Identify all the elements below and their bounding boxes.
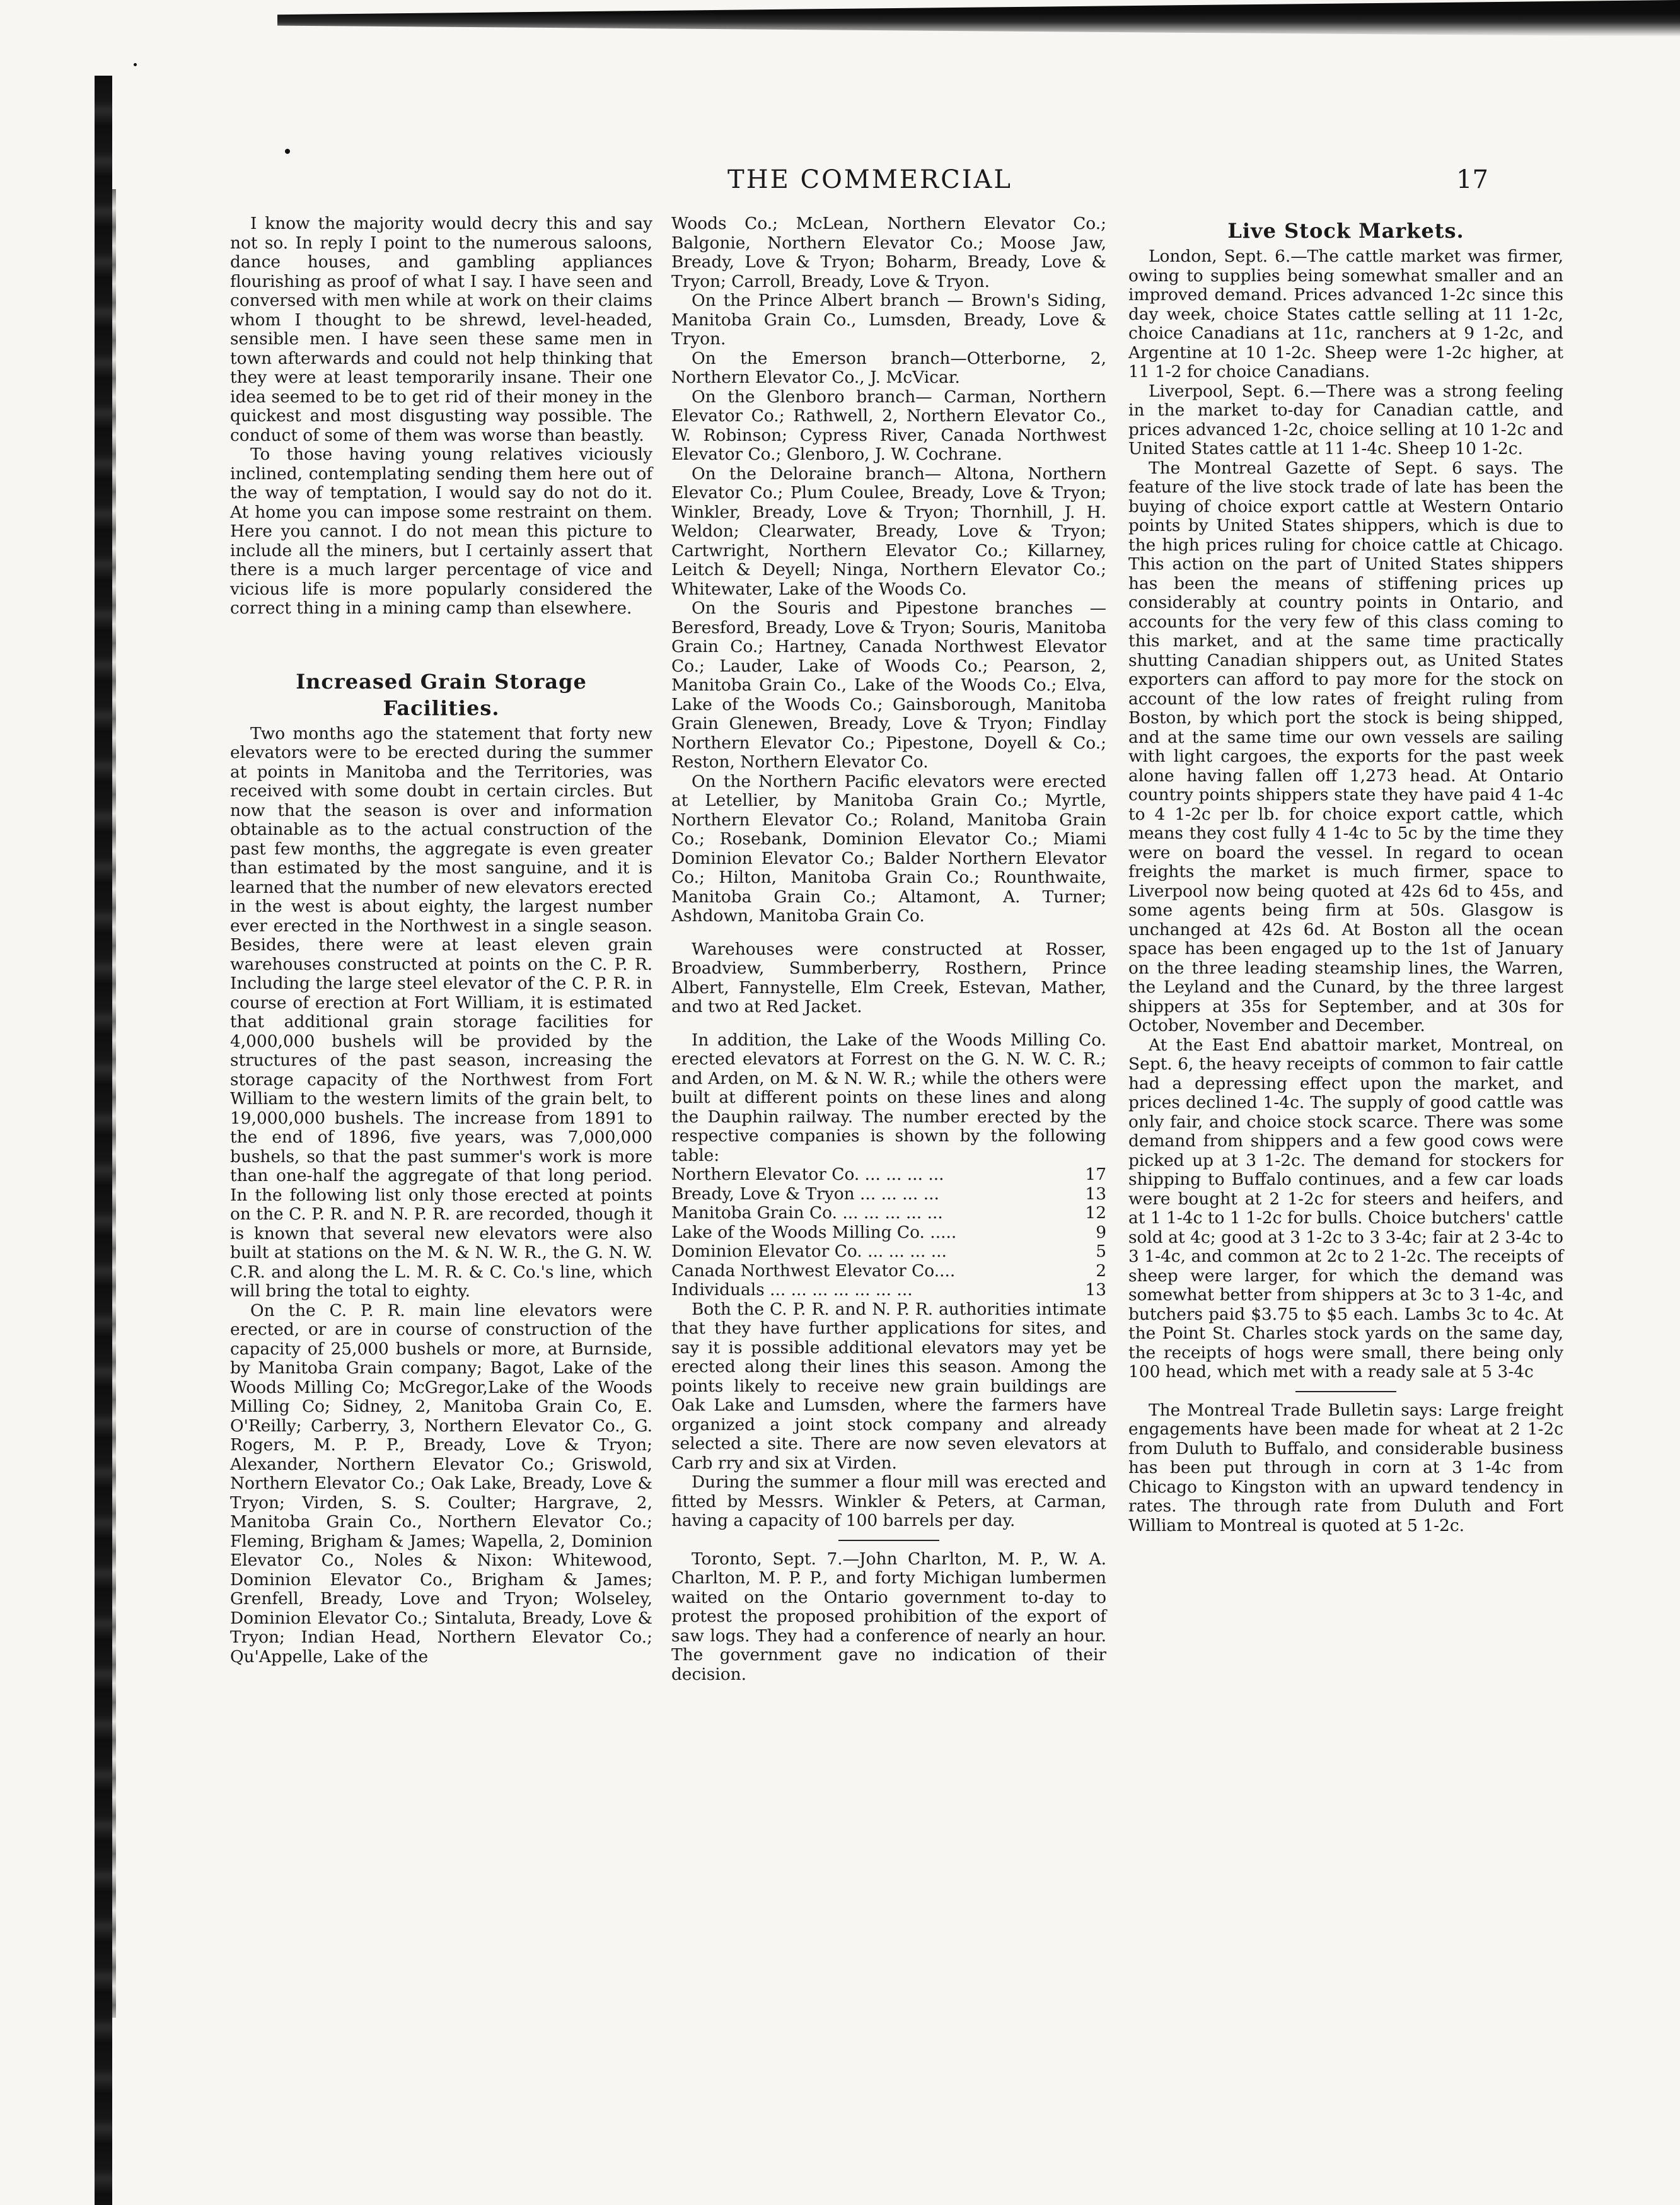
paragraph: On the C. P. R. main line elevators were erected, or are in course of construction of the capacity of 25,000 bushels or more, at Burnside, by Manitoba Grain company; Bagot, Lake of the Woods Milling Co; McGregor,Lake of the Woods Milling Co; Sidney, 2, Manitoba Grain Co, E. O'Reilly; Carberry, 3, Northern Elevator Co., G. Rogers, M. P. P., Bready, Love & Tryon; Alexander, Northern Elevator Co.; Griswold, Northern Elevator Co.; Oak Lake, Bready, Love & Tryon; Virden, S. S. Coulter; Hargrave, 2, Manitoba Grain Co., Northern Elevator Co.; Fleming, Brigham & James; Wapella, 2, Dominion Elevator Co., Noles & Nixon: Whitewood, Dominion Elevator Co., Brigham & James; Grenfell, Bready, Love and Tryon; Wolseley, Dominion Elevator Co.; Sintaluta, Bready, Love & Tryon; Indian Head, Northern Elevator Co.; Qu'Appelle, Lake of the <box>230 1300 652 1667</box>
speck <box>134 63 137 66</box>
paragraph: On the Emerson branch—Otterborne, 2, Northern Elevator Co., J. McVicar. <box>671 348 1106 387</box>
table-row: Manitoba Grain Co. ... ... ... ... ... 12 <box>671 1203 1106 1223</box>
paragraph: In addition, the Lake of the Woods Milling Co. erected elevators at Forrest on the G. N. W. C. R.; and Arden, on M. & N. W. R.; while the others were built at different points on these lines and along the Dauphin railway. The number erected by the respective companies is shown by the following table: <box>671 1030 1106 1165</box>
paragraph: On the Deloraine branch— Altona, Northern Elevator Co.; Plum Coulee, Bready, Love & Tryon; Winkler, Bready, Love & Tryon; Thornhill, J. H. Weldon; Clearwater, Bready, Love & Tryon; Cartwright, Northern Elevator Co.; Killarney, Leitch & Deyell; Ninga, Northern Elevator Co.; Whitewater, Lake of the Woods Co. <box>671 463 1106 599</box>
paragraph: The Montreal Gazette of Sept. 6 says. The feature of the live stock trade of late has been the buying of choice export cattle at Western Ontario points by United States shippers, which is due to the high prices ruling for choice cattle at Chicago. This action on the part of United States shippers has been the means of stiffening prices up considerably at country points in Ontario, and accounts for the very few of this class coming to this market, and at the same time practically shutting Canadian shippers out, as United States exporters can afford to pay more for the stock on account of the low rates of freight ruling from Boston, by which port the stock is being shipped, and at the same time our own vessels are sailing with light cargoes, the exports for the past week alone having fallen off 1,273 head. At Ontario country points shippers state they have paid 4 1-4c to 4 1-2c per lb. for choice export cattle, which means they cost fully 4 1-4c to 5c by the time they were on board the vessel. In regard to ocean freights the market is much firmer, space to Liverpool now being quoted at 42s 6d to 45s, and some agents being firm at 50s. Glasgow is unchanged at 42s 6d. At Boston all the ocean space has been engaged up to the 1st of January on the three leading steamship lines, the Warren, the Leyland and the Cunard, by the three largest shippers at 35s for September, and at 30s for October, November and December. <box>1128 458 1563 1035</box>
paragraph: On the Northern Pacific elevators were erected at Letellier, by Manitoba Grain Co.; Myrtle, Northern Elevator Co.; Roland, Manitoba Grain Co.; Rosebank, Dominion Elevator Co.; Miami Dominion Elevator Co.; Balder Northern Elevator Co.; Hilton, Manitoba Grain Co.; Rounthwaite, Manitoba Grain Co.; Altamont, A. Turner; Ashdown, Manitoba Grain Co. <box>671 771 1106 926</box>
paragraph: On the Prince Albert branch — Brown's Siding, Manitoba Grain Co., Lumsden, Bready, Love & Tryon. <box>671 291 1106 349</box>
left-scan-edge-shadow <box>112 189 116 2018</box>
left-scan-edge <box>95 76 112 2205</box>
column-3 <box>1128 214 1563 1535</box>
table-row: Individuals ... ... ... ... ... ... ... 13 <box>671 1280 1106 1300</box>
paragraph: On the Souris and Pipestone branches —Beresford, Bready, Love & Tryon; Souris, Manitoba Grain Co.; Hartney, Canada Northwest Elevator Co.; Lauder, Lake of Woods Co.; Pearson, 2, Manitoba Grain Co., Lake of the Woods Co.; Elva, Lake of the Woods Co.; Gainsborough, Manitoba Grain Glenewen, Bready, Love & Tryon; Findlay Northern Elevator Co.; Pipestone, Doyell & Co.; Reston, Northern Elevator Co. <box>671 598 1106 772</box>
table-row: Lake of the Woods Milling Co. ..... 9 <box>671 1222 1106 1242</box>
section-divider <box>1295 1391 1396 1392</box>
paragraph: London, Sept. 6.—The cattle market was firmer, owing to supplies being somewhat smaller and an improved demand. Prices advanced 1-2c since this day week, choice States cattle selling at 11 1-2c, choice Canadians at 11c, ranchers at 9 1-2c, and Argentine at 10 1-2c. Sheep were 1-2c higher, at 11 1-2 for choice Canadians. <box>1128 247 1563 381</box>
table-row: Dominion Elevator Co. ... ... ... ... 5 <box>671 1242 1106 1261</box>
paragraph: I know the majority would decry this and say not so. In reply I point to the numerous saloons, dance houses, and gambling appliances flourishing as proof of what I say. I have seen and conversed with men while at work on their claims whom I thought to be shrewd, level-headed, sensible men. I have seen these same men in town afterwards and could not help thinking that they were at least temporarily insane. Their one idea seemed to be to get rid of their money in the quickest and most disgusting way possible. The conduct of some of them was worse than beastly. <box>230 214 652 445</box>
speck <box>285 149 290 154</box>
paragraph: During the summer a flour mill was erected and fitted by Messrs. Winkler & Peters, at Carman, having a capacity of 100 barrels per day. <box>671 1472 1106 1530</box>
page-title: THE COMMERCIAL <box>727 165 1012 194</box>
article-heading: Increased Grain Storage <box>296 669 587 694</box>
paragraph: To those having young relatives viciously inclined, contemplating sending them here out of the way of temptation, I would say do not do it. At home you can impose some restraint on them. Here you cannot. I do not mean this picture to include all the miners, but I certainly assert that there is a much larger percentage of vice and vicious life is more popularly considered the correct thing in a mining camp than elsewhere. <box>230 445 652 618</box>
column-2 <box>671 214 1106 1684</box>
paragraph: Warehouses were constructed at Rosser, Broadview, Summberberry, Rosthern, Prince Albert, Fannystelle, Elm Creek, Estevan, Mather, and two at Red Jacket. <box>671 939 1106 1016</box>
elevator-count-table <box>671 1165 1106 1300</box>
paragraph: The Montreal Trade Bulletin says: Large freight engagements have been made for wheat at 2 1-2c from Duluth to Buffalo, and considerable business has been put through in corn at 3 1-4c from Chicago to Kingston with an upward tendency in rates. The through rate from Duluth and Fort William to Montreal is quoted at 5 1-2c. <box>1128 1400 1563 1535</box>
paragraph: At the East End abattoir market, Montreal, on Sept. 6, the heavy receipts of common to fair cattle had a depressing effect upon the market, and prices declined 1-4c. The supply of good cattle was only fair, and choice stock scarce. There was some demand from shippers and a few good cows were picked up at 3 1-2c. The demand for stockers for shipping to Buffalo continues, and a few car loads were bought at 2 1-2c for steers and heifers, and at 1 1-4c to 1 1-2c for bulls. Choice butchers' cattle sold at 4c; good at 3 1-2c to 3 3-4c; fair at 2 3-4c to 3 1-4c, and common at 2c to 2 1-2c. The receipts of sheep were larger, for which the demand was somewhat better from shippers at 3c to 3 1-4c, and butchers paid $3.75 to $5 each. Lambs 3c to 4c. At the Point St. Charles stock yards on the same day, the receipts of hogs were small, there being only 100 head, which met with a ready sale at 5 3-4c <box>1128 1035 1563 1382</box>
table-row: Bready, Love & Tryon ... ... ... ... 13 <box>671 1184 1106 1204</box>
paragraph: Both the C. P. R. and N. P. R. authorities intimate that they have further applications for sites, and say it is possible additional elevators may yet be erected along their lines this season. Among the points likely to receive new grain buildings are Oak Lake and Lumsden, where the farmers have organized a joint stock company and already selected a site. There are now seven elevators at Carb rry and six at Virden. <box>671 1299 1106 1473</box>
spacer <box>671 1017 1106 1031</box>
top-scan-border <box>277 0 1680 37</box>
article-heading-line-2: Facilities. <box>383 695 500 720</box>
paragraph: Woods Co.; McLean, Northern Elevator Co.; Balgonie, Northern Elevator Co.; Moose Jaw, Bready, Love & Tryon; Boharm, Bready, Love & Tryon; Carroll, Bready, Love & Tryon. <box>671 214 1106 291</box>
spacer <box>230 619 652 665</box>
paragraph: Liverpool, Sept. 6.—There was a strong feeling in the market to-day for Canadian cattle, and prices advanced 1-2c, choice selling at 10 1-2c and United States cattle at 11 1-4c. Sheep 10 1-2c. <box>1128 381 1563 458</box>
article-heading: Live Stock Markets. <box>1227 219 1464 243</box>
column-1 <box>230 214 652 1667</box>
section-divider <box>838 1540 939 1541</box>
page-number: 17 <box>1456 165 1488 194</box>
table-row: Northern Elevator Co. ... ... ... ... 17 <box>671 1165 1106 1184</box>
paragraph: On the Glenboro branch— Carman, Northern Elevator Co.; Rathwell, 2, Northern Elevator Co., W. Robinson; Cypress River, Canada Northwest Elevator Co.; Glenboro, J. W. Cochrane. <box>671 387 1106 464</box>
paragraph: Toronto, Sept. 7.—John Charlton, M. P., W. A. Charlton, M. P. P., and forty Michigan lumbermen waited on the Ontario government to-day to protest the proposed prohibition of the export of saw logs. They had a conference of nearly an hour. The government gave no indication of their decision. <box>671 1549 1106 1684</box>
table-row: Canada Northwest Elevator Co.... 2 <box>671 1260 1106 1281</box>
paragraph: Two months ago the statement that forty new elevators were to be erected during the summer at points in Manitoba and the Territories, was received with some doubt in certain circles. But now that the season is over and information obtainable as to the actual construction of the past few months, the aggregate is even greater than estimated by the most sanguine, and it is learned that the number of new elevators erected in the west is about eighty, the largest number ever erected in the Northwest in a single season. Besides, there were at least eleven grain warehouses constructed at points on the C. P. R. Including the large steel elevator of the C. P. R. in course of erection at Fort William, it is estimated that additional grain storage facilities for 4,000,000 bushels will be provided by the structures of the past season, increasing the storage capacity of the Northwest from Fort William to the western limits of the grain belt, to 19,000,000 bushels. The increase from 1891 to the end of 1896, five years, was 7,000,000 bushels, so that the past summer's work is more than one-half the aggregate of that long period. In the following list only those erected at points on the C. P. R. and N. P. R. are recorded, though it is known that several new elevators were also built at stations on the M. & N. W. R., the G. N. W. C.R. and along the L. M. R. & C. Co.'s line, which will bring the total to eighty. <box>230 723 652 1301</box>
spacer <box>671 926 1106 940</box>
